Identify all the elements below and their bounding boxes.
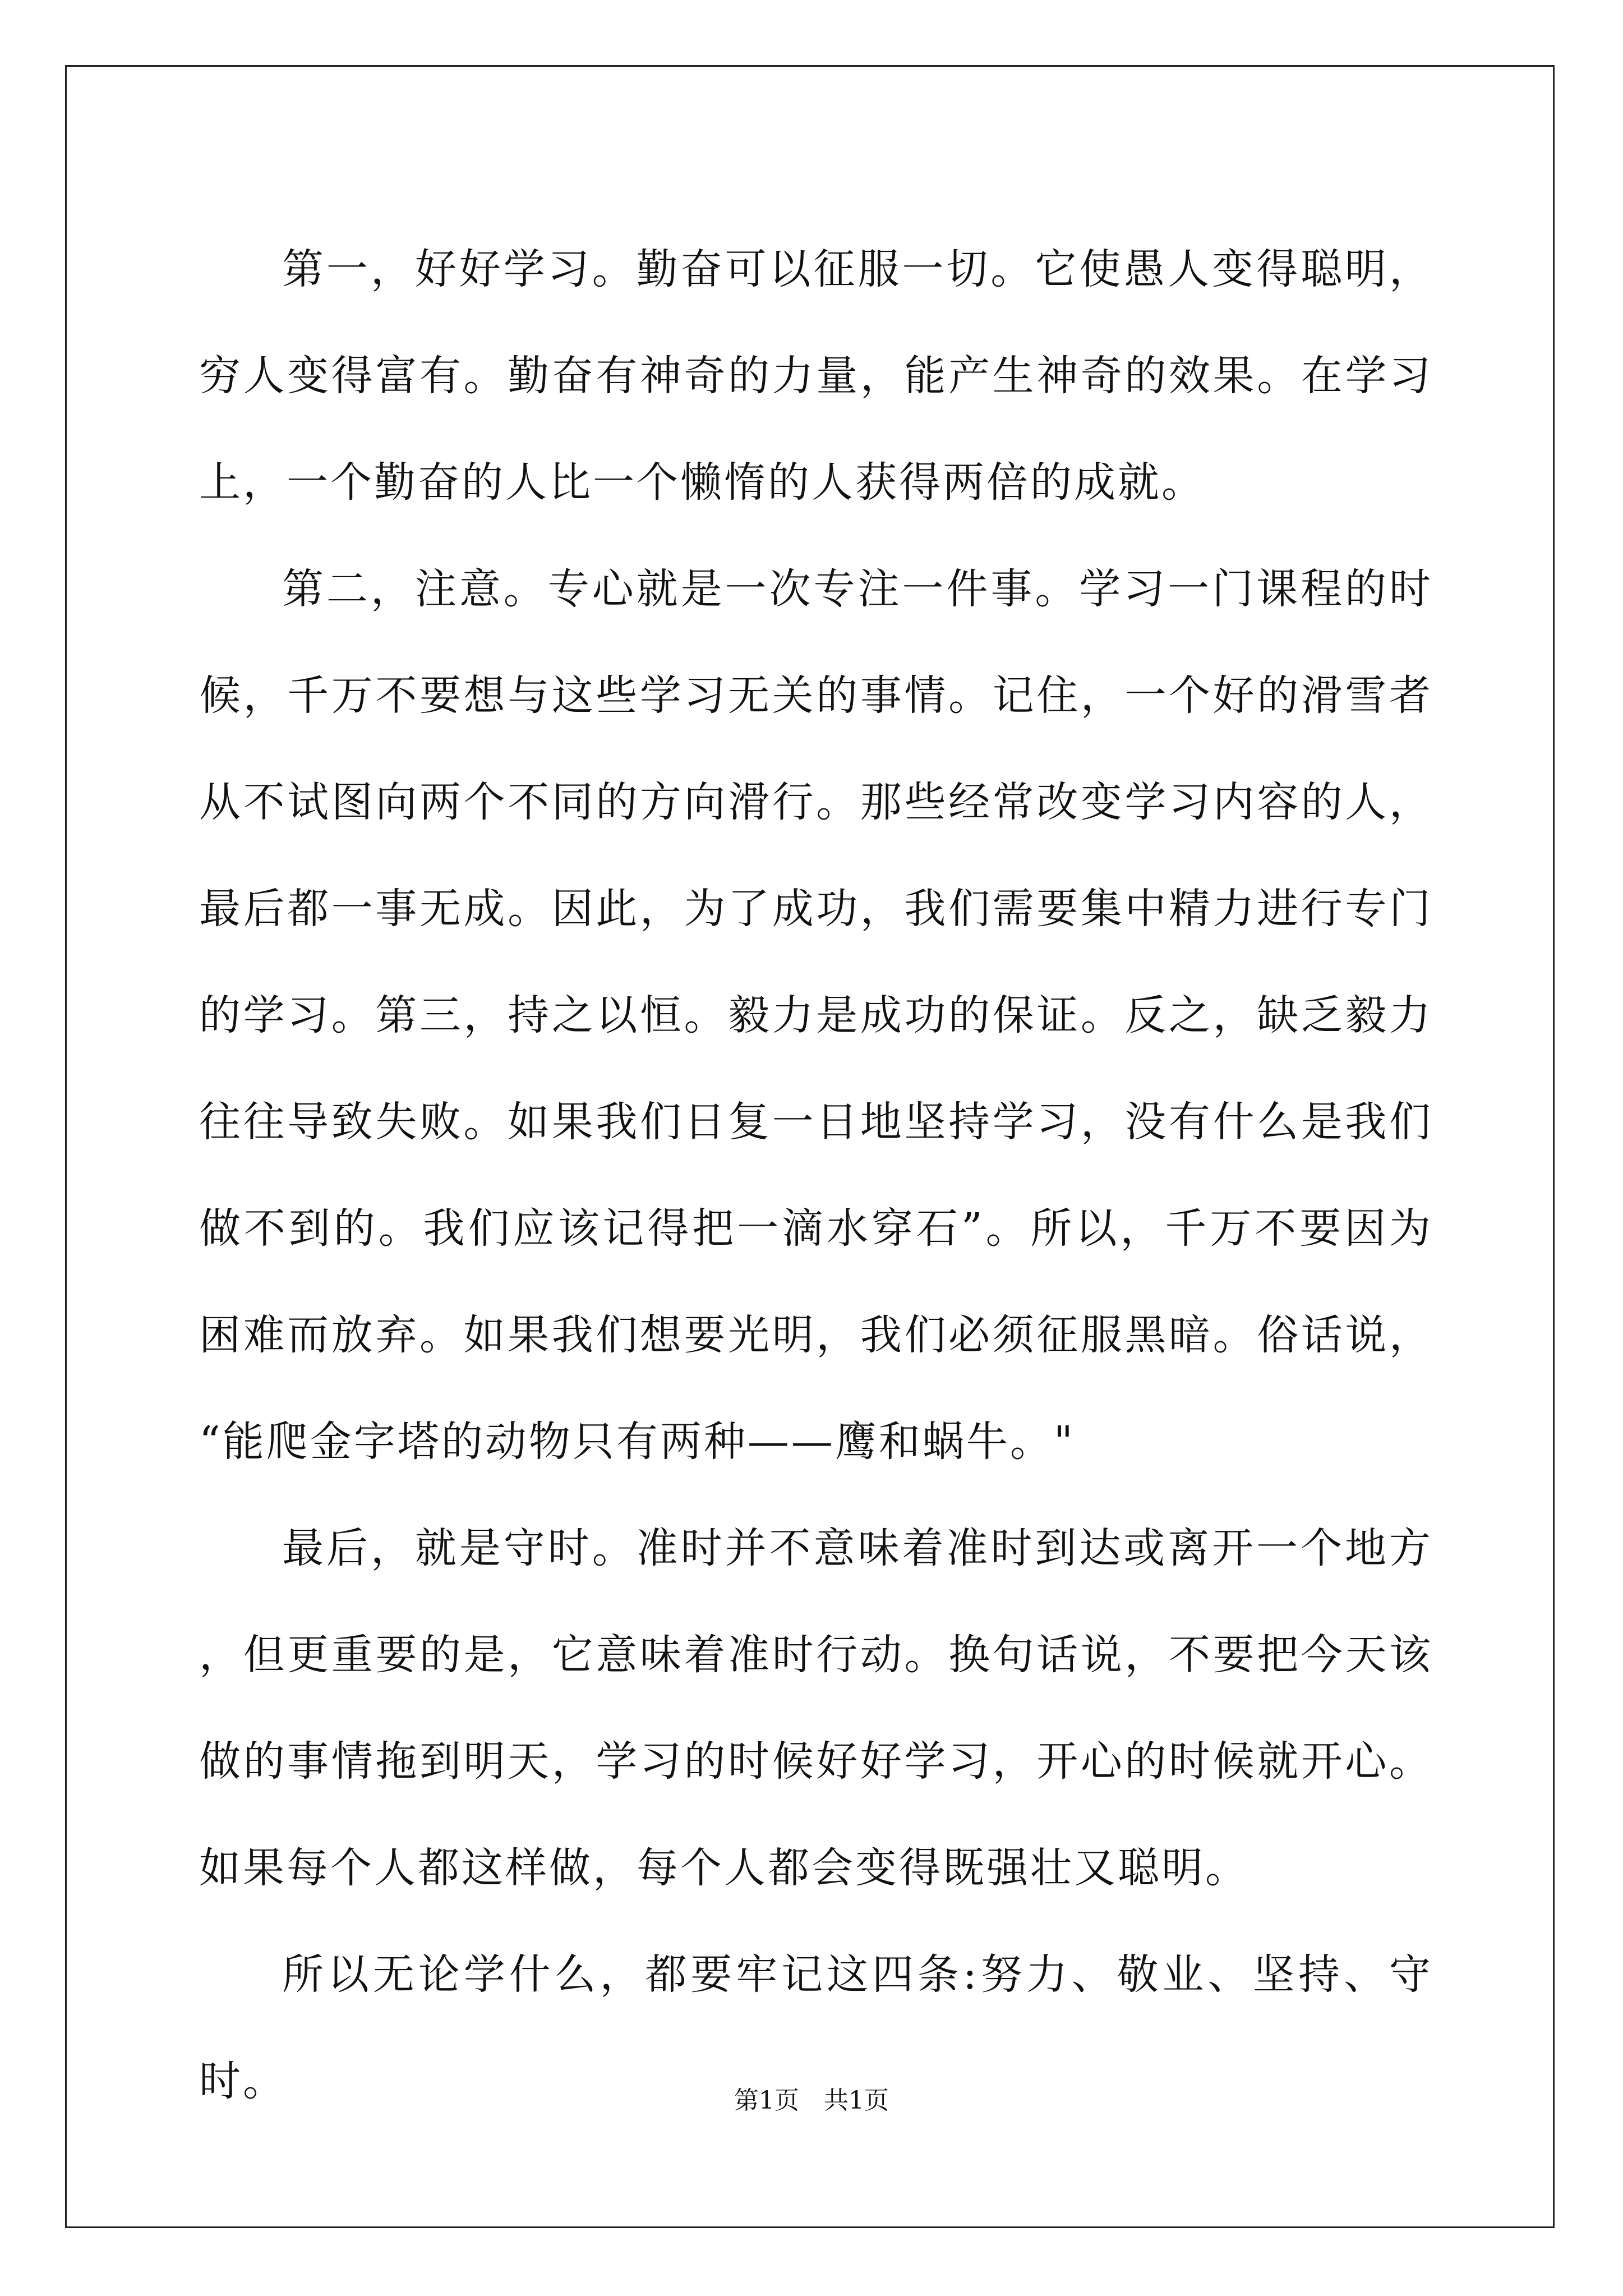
page-total: 共1页 [824, 2086, 889, 2115]
paragraph-3: 最后，就是守时。准时并不意味着准时到达或离开一个地方，但更重要的是，它意味着准时行动。换句话说，不要把今天该做的事情拖到明天，学习的时候好好学习，开心的时候就开心。如果每个人都这样做，每个人都会变得既强壮又聪明。 [199, 1524, 1433, 1892]
document-body [199, 216, 1433, 2134]
paragraph-2: 第二，注意。专心就是一次专注一件事。学习一门课程的时候，千万不要想与这些学习无关的事情。记住，一个好的滑雪者从不试图向两个不同的方向滑行。那些经常改变学习内容的人，最后都一事无成。因此，为了成功，我们需要集中精力进行专门的学习。第三，持之以恒。毅力是成功的保证。反之，缺乏毅力往往导致失败。如果我们日复一日地坚持学习，没有什么是我们做不到的。我们应该记得把一滴水穿石”。所以，千万不要因为困难而放弃。如果我们想要光明，我们必须征服黑暗。俗话说，“能爬金字塔的动物只有两种——鹰和蜗牛。" [199, 565, 1433, 1466]
paragraph-1: 第一，好好学习。勤奋可以征服一切。它使愚人变得聪明，穷人变得富有。勤奋有神奇的力量，能产生神奇的效果。在学习上，一个勤奋的人比一个懒惰的人获得两倍的成就。 [199, 245, 1433, 507]
page-footer [0, 2084, 1623, 2118]
paragraph-4: 所以无论学什么，都要牢记这四条:努力、敬业、坚持、守时。 [199, 1950, 1433, 2105]
page-number: 第1页 [734, 2086, 799, 2115]
